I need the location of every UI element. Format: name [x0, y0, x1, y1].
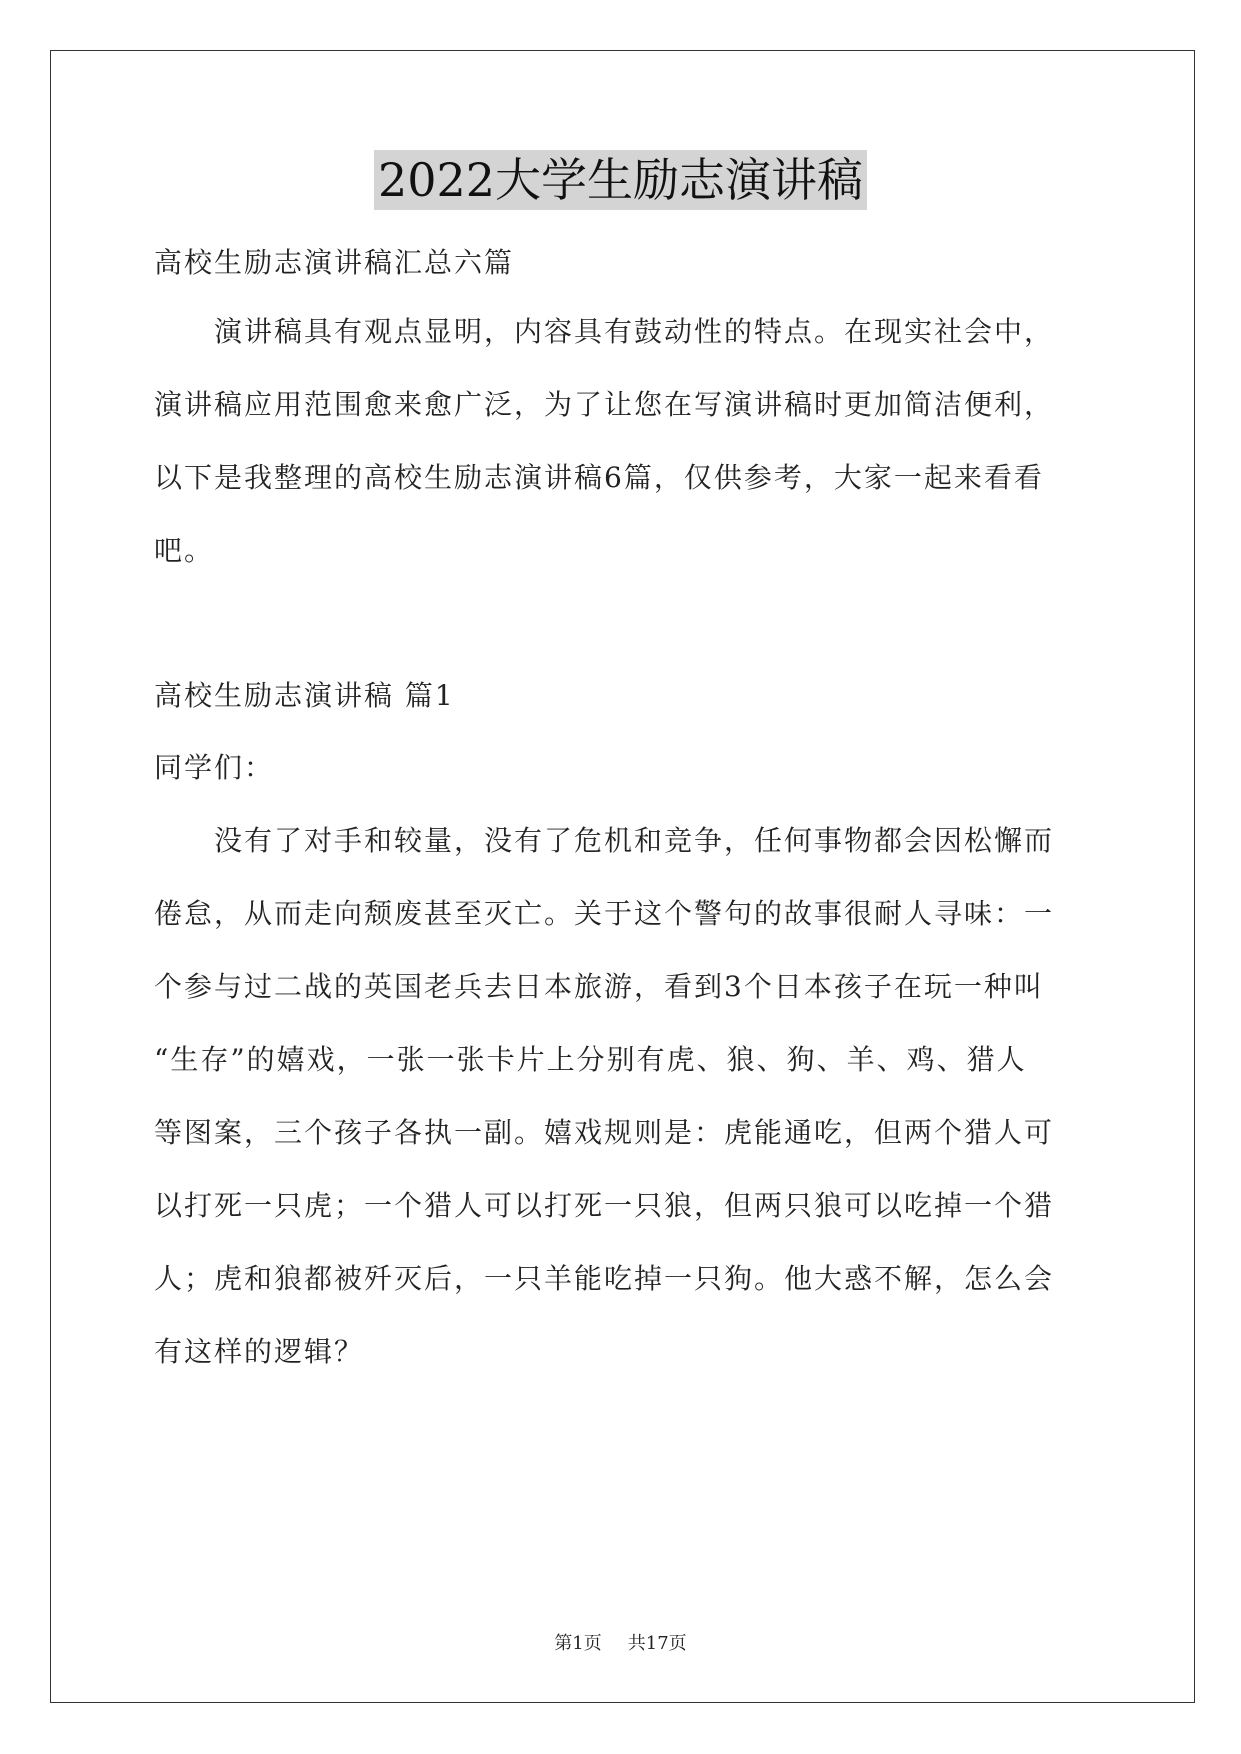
paragraph-line: 倦怠，从而走向颓废甚至灭亡。关于这个警句的故事很耐人寻味：一 — [154, 897, 1055, 930]
paragraph-line: 以下是我整理的高校生励志演讲稿6篇，仅供参考，大家一起来看看 — [154, 461, 1044, 494]
paragraph-line: 没有了对手和较量，没有了危机和竞争，任何事物都会因松懈而 — [214, 824, 1055, 857]
paragraph-line: 吧。 — [154, 534, 215, 567]
page-footer — [0, 1632, 1241, 1656]
page-border — [50, 50, 1195, 1703]
page-total: 共17页 — [627, 1633, 687, 1654]
paragraph-line: 演讲稿应用范围愈来愈广泛，为了让您在写演讲稿时更加简洁便利， — [154, 388, 1055, 421]
paragraph-line: “生存”的嬉戏，一张一张卡片上分别有虎、狼、狗、羊、鸡、猎人 — [154, 1043, 1027, 1076]
paragraph-line: 等图案，三个孩子各执一副。嬉戏规则是：虎能通吃，但两个猎人可 — [154, 1116, 1055, 1149]
subtitle-line: 高校生励志演讲稿汇总六篇 — [154, 246, 515, 279]
document-title: 2022大学生励志演讲稿 — [374, 150, 867, 210]
paragraph-line: 人；虎和狼都被歼灭后，一只羊能吃掉一只狗。他大惑不解，怎么会 — [154, 1262, 1055, 1295]
paragraph-line: 以打死一只虎；一个猎人可以打死一只狼，但两只狼可以吃掉一个猎 — [154, 1189, 1055, 1222]
title-container — [0, 150, 1241, 210]
paragraph-line: 演讲稿具有观点显明，内容具有鼓动性的特点。在现实社会中， — [214, 315, 1055, 348]
page-number: 第1页 — [554, 1633, 602, 1654]
section-heading: 高校生励志演讲稿 篇1 — [154, 679, 455, 712]
paragraph-line: 个参与过二战的英国老兵去日本旅游，看到3个日本孩子在玩一种叫 — [154, 970, 1044, 1003]
paragraph-line: 有这样的逻辑？ — [154, 1335, 365, 1368]
salutation-line: 同学们： — [154, 751, 275, 784]
